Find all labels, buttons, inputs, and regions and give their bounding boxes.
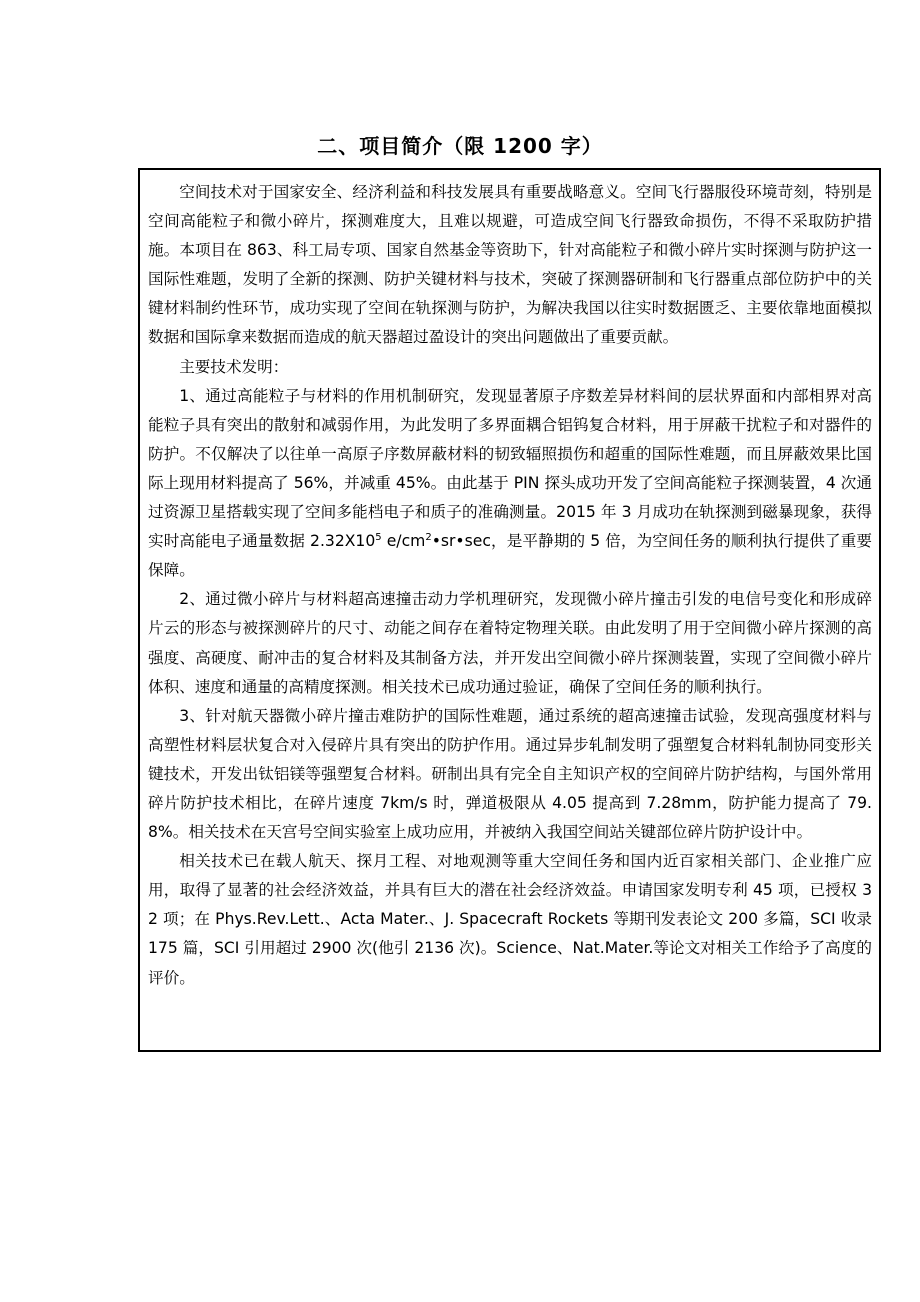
project-summary-box bbox=[138, 168, 881, 1052]
flux-unit: e/cm bbox=[381, 532, 426, 551]
invention-3-paragraph: 3、针对航天器微小碎片撞击难防护的国际性难题，通过系统的超高速撞击试验，发现高强度材料与高塑性材料层状复合对入侵碎片具有突出的防护作用。通过异步轧制发明了强塑复合材料轧制协同变形关键技术，开发出钛铝镁等强塑复合材料。研制出具有完全自主知识产权的空间碎片防护结构，与国外常用碎片防护技术相比，在碎片速度 7km/s 时，弹道极限从 4.05 提高到 7.28mm，防护能力提高了 79.8%。相关技术在天宫号空间实验室上成功应用，并被纳入我国空间站关键部位碎片防护设计中。 bbox=[148, 706, 872, 842]
closing-paragraph: 相关技术已在载人航天、探月工程、对地观测等重大空间任务和国内近百家相关部门、企业推广应用，取得了显著的社会经济效益，并具有巨大的潜在社会经济效益。申请国家发明专利 45 项，已授权 32 项；在 Phys.Rev.Lett.、Acta Mater.、J. Spacecraft Rockets 等期刊发表论文 200 多篇，SCI 收录 175 篇，SCI 引用超过 2900 次(他引 2136 次)。Science、Nat.Mater.等论文对相关工作给予了高度的评价。 bbox=[148, 852, 872, 987]
exponent-5: 5 bbox=[375, 531, 382, 543]
invention-1-text: 1、通过高能粒子与材料的作用机制研究，发现显著原子序数差异材料间的层状界面和内部相界对高能粒子具有突出的散射和减弱作用，为此发明了多界面耦合铝钨复合材料，用于屏蔽干扰粒子和对器件的防护。不仅解决了以往单一高原子序数屏蔽材料的韧致辐照损伤和超重的国际性难题，而且屏蔽效果比国际上现用材料提高了 56%，并减重 45%。由此基于 PIN 探头成功开发了空间高能粒子探测装置，4 次通过资源卫星搭载实现了空间多能档电子和质子的准确测量。2015 年 3 月成功在轨探测到磁暴现象，获得实时高能电子通量数据 2.32X10 bbox=[148, 386, 872, 551]
exponent-2: 2 bbox=[425, 531, 432, 543]
inventions-subheading: 主要技术发明： bbox=[179, 357, 289, 376]
section-title: 二、项目简介（限 1200 字） bbox=[317, 134, 603, 158]
intro-paragraph: 空间技术对于国家安全、经济利益和科技发展具有重要战略意义。空间飞行器服役环境苛刻，特别是空间高能粒子和微小碎片，探测难度大，且难以规避，可造成空间飞行器致命损伤，不得不采取防护措施。本项目在 863、科工局专项、国家自然基金等资助下，针对高能粒子和微小碎片实时探测与防护这一国际性难题，发明了全新的探测、防护关键材料与技术，突破了探测器研制和飞行器重点部位防护中的关键材料制约性环节，成功实现了空间在轨探测与防护，为解决我国以往实时数据匮乏、主要依靠地面模拟数据和国际拿来数据而造成的航天器超过盈设计的突出问题做出了重要贡献。 bbox=[148, 183, 872, 347]
invention-1-tail: •sr•sec，是平静期的 5 倍，为空间任务的顺利执行提供了重要保障。 bbox=[148, 532, 872, 580]
invention-1-paragraph bbox=[148, 382, 872, 586]
invention-2-paragraph: 2、通过微小碎片与材料超高速撞击动力学机理研究，发现微小碎片撞击引发的电信号变化和形成碎片云的形态与被探测碎片的尺寸、动能之间存在着特定物理关联。由此发明了用于空间微小碎片探测的高强度、高硬度、耐冲击的复合材料及其制备方法，并开发出空间微小碎片探测装置，实现了空间微小碎片体积、速度和通量的高精度探测。相关技术已成功通过验证，确保了空间任务的顺利执行。 bbox=[148, 590, 872, 696]
